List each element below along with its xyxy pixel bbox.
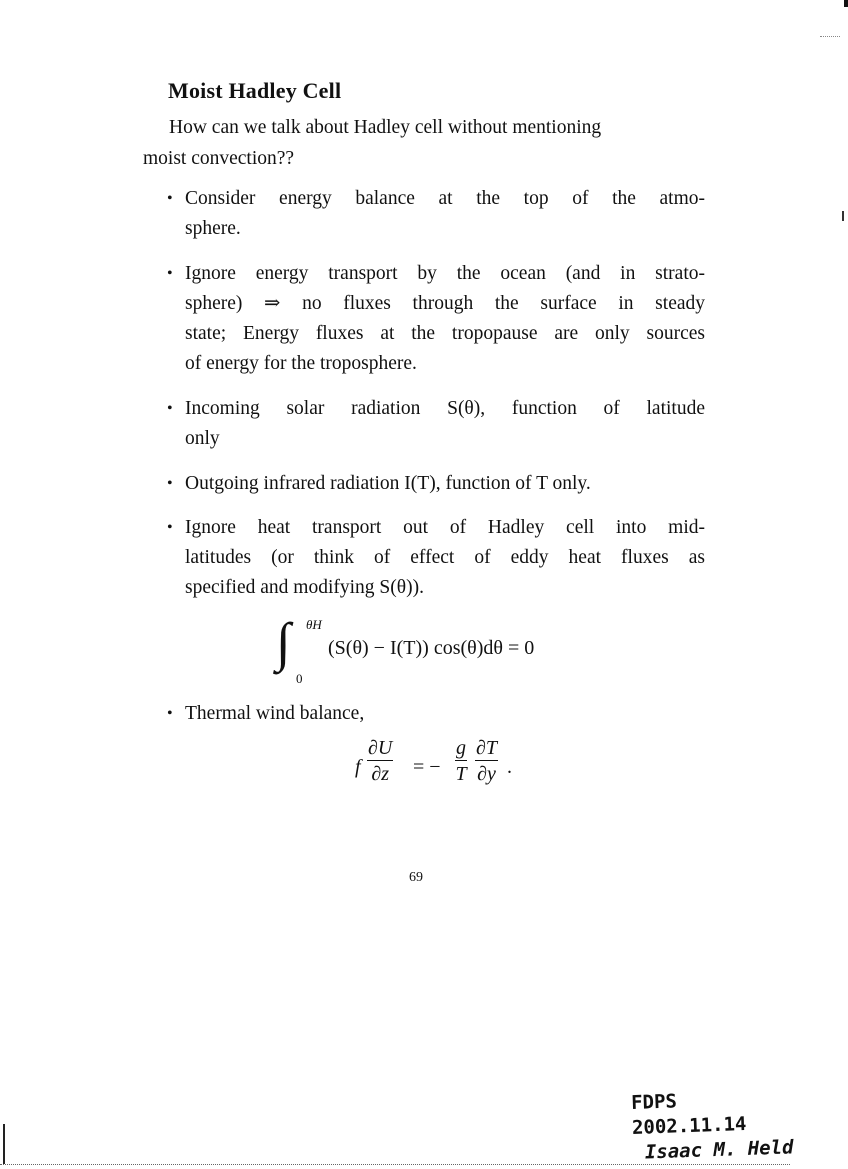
bullet-line: Ignore heat transport out of Hadley cell into mid- xyxy=(185,517,705,538)
bullet-icon: • xyxy=(167,475,173,492)
bullet-item xyxy=(165,513,705,603)
integrand: (S(θ) − I(T)) cos(θ)dθ = 0 xyxy=(328,637,535,659)
handwritten-signature xyxy=(631,1085,804,1166)
bullet-line: sphere) ⇒ no fluxes through the surface in steady xyxy=(185,293,705,314)
bullet-line: state; Energy fluxes at the tropopause are only sources xyxy=(185,323,705,344)
bullet-line: Outgoing infrared radiation I(T), function of T only. xyxy=(185,473,591,494)
bullet-line: sphere. xyxy=(185,218,241,239)
intro-line: How can we talk about Hadley cell without mentioning xyxy=(169,117,602,138)
section-title: Moist Hadley Cell xyxy=(168,78,342,103)
signature-line: Isaac M. Held xyxy=(644,1136,794,1164)
bullet-line: Ignore energy transport by the ocean (and in strato- xyxy=(185,263,705,284)
fraction-denominator: ∂z xyxy=(371,763,389,785)
coriolis-parameter: f xyxy=(355,756,361,778)
integral-upper-limit: θH xyxy=(306,617,322,632)
equals-sign: = − xyxy=(413,756,441,778)
fraction-denominator: ∂y xyxy=(477,763,496,785)
signature-line: FDPS 2002.11.14 xyxy=(630,1090,747,1139)
bullet-line: Thermal wind balance, xyxy=(185,703,365,724)
fraction-numerator: g xyxy=(456,737,466,759)
bullet-item xyxy=(165,184,705,244)
integral-lower-limit: 0 xyxy=(296,671,303,686)
fraction-numerator: ∂T xyxy=(476,737,498,759)
intro-line: moist convection?? xyxy=(143,148,295,169)
bullet-item xyxy=(165,699,705,729)
bullet-line: latitudes (or think of effect of eddy heat fluxes as xyxy=(185,547,705,568)
energy-balance-equation xyxy=(276,612,616,687)
bullet-icon: • xyxy=(167,705,173,722)
fraction xyxy=(367,736,393,787)
bullet-item xyxy=(165,469,705,499)
bullet-line: of energy for the troposphere. xyxy=(185,353,417,374)
bullet-icon: • xyxy=(167,190,173,207)
bullet-icon: • xyxy=(167,265,173,282)
scan-edge-mark xyxy=(842,211,844,221)
fraction-denominator: T xyxy=(455,763,467,785)
scan-edge-dots xyxy=(820,36,840,37)
bullet-line: specified and modifying S(θ)). xyxy=(185,577,424,598)
bullet-icon: • xyxy=(167,519,173,536)
scan-bottom-edge xyxy=(0,1164,790,1165)
intro-paragraph xyxy=(143,112,703,174)
fraction xyxy=(455,736,467,787)
fraction xyxy=(475,736,498,787)
page-number: 69 xyxy=(409,870,423,885)
scan-edge-mark xyxy=(3,1124,5,1164)
fraction-numerator: ∂U xyxy=(368,737,393,759)
bullet-item xyxy=(165,394,705,454)
period: . xyxy=(507,756,512,778)
bullet-icon: • xyxy=(167,400,173,417)
thermal-wind-equation xyxy=(355,736,555,802)
integral-sign: ∫ xyxy=(276,612,291,672)
bullet-line: only xyxy=(185,428,220,449)
bullet-line: Incoming solar radiation S(θ), function of latitude xyxy=(185,398,705,419)
bullet-item xyxy=(165,259,705,379)
bullet-line: Consider energy balance at the top of the atmo- xyxy=(185,188,705,209)
scan-edge-mark xyxy=(844,0,848,7)
